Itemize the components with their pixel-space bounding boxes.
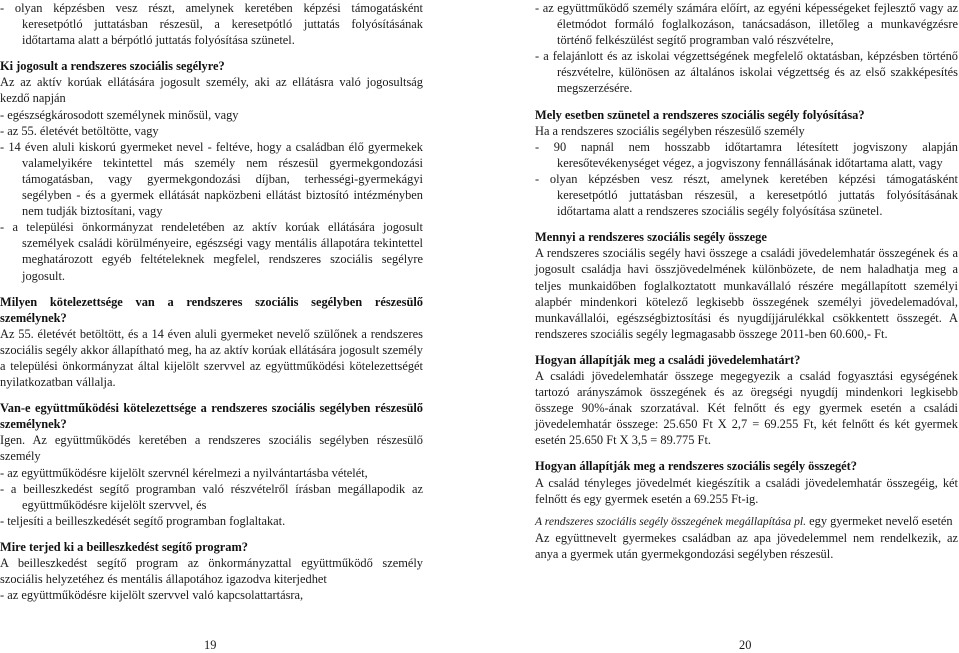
paragraph: A beilleszkedést segítő program az önkormányzattal együttműködő személy szociális helyzetéhez és mentális állapotához igazodva kiterjedhet — [0, 556, 423, 587]
paragraph: Az 55. életévét betöltött, és a 14 éven aluli gyermeket nevelő szülőnek a rendszeres szociális segély akkor állapítható meg, ha az aktív korúak ellátására jogosult személy a települési önkormányzat által kijelölt szervvel az együttműködési kötelezettségét nyilatkozatban vállalja. — [0, 326, 423, 390]
page-number-left: 19 — [204, 638, 217, 652]
paragraph: Az együttnevelt gyermekes családban az apa jövedelemmel nem rendelkezik, az anya a gyermek után gyermekgondozási segélyben részesül. — [535, 530, 958, 561]
list-item: - a felajánlott és az iskolai végzettségének megfelelő oktatásban, képzésben történő részvételre, különösen az általános iskolai végzettség és az első szakképesítés megszerzésére. — [535, 49, 958, 96]
heading-suspension: Mely esetben szünetel a rendszeres szociális segély folyósítása? — [535, 107, 865, 122]
heading-income-limit: Hogyan állapítják meg a családi jövedelemhatárt? — [535, 352, 801, 367]
example-rest-text: egy gyermeket nevelő esetén — [806, 513, 953, 528]
heading-who-is-eligible: Ki jogosult a rendszeres szociális segélyre? — [0, 59, 225, 74]
list-item: - egészségkárosodott személynek minősül, vagy — [0, 107, 239, 122]
example-italic-text: A rendszeres szociális segély összegének megállapítása pl. — [535, 514, 807, 528]
heading-amount: Mennyi a rendszeres szociális segély összege — [535, 230, 767, 245]
paragraph: Az az aktív korúak ellátására jogosult személy, aki az ellátásra való jogosultság kezdő napján — [0, 75, 423, 106]
list-item: - az együttműködésre kijelölt szervvel való kapcsolattartásra, — [0, 588, 304, 603]
list-item: - 90 napnál nem hosszabb időtartamra létesített jogviszony alapján keresőtevékenységet végez, a jogviszony fennállásának időtartama alatt, vagy — [535, 139, 958, 170]
heading-amount-determination: Hogyan állapítják meg a rendszeres szociális segély összegét? — [535, 459, 857, 474]
paragraph: A családi jövedelemhatár összege megegyezik a család fogyasztási egységének tartozó arányszámok összegének és az öregségi nyugdíj mindenkori legkisebb összege 90%-ának szorzatával. Két felnőtt és egy gyermek esetén a családi jövedelemhatár összege: 25.650 Ft X 2,7 = 69.255 Ft, két felnőtt és két gyermek esetén 25.650 Ft X 3,5 = 89.775 Ft. — [535, 368, 958, 448]
list-item: - teljesíti a beilleszkedését segítő programban foglaltakat. — [0, 513, 286, 528]
heading-cooperation-duty: Van-e együttműködési kötelezettsége a rendszeres szociális segélyben részesülő személynek? — [0, 401, 423, 432]
right-page-column — [535, 0, 958, 562]
paragraph: Ha a rendszeres szociális segélyben részesülő személy — [535, 123, 805, 138]
paragraph-example — [535, 513, 958, 530]
paragraph: A rendszeres szociális segély havi összege a családi jövedelemhatár összegének és a jogosult családja havi összjövedelmének különbözete, de nem haladhatja meg a teljes munkaidőben foglalkoztatott munkavállaló részére megállapított személyi alapbér mindenkori kötelező legkisebb összegének személyi jövedelemadóval, munkavállalói, egészségbiztosítási és nyugdíjjárulékkal csökkentett összegét. A rendszeres szociális segély legmagasabb összege 2011-ben 60.600,- Ft. — [535, 246, 958, 341]
paragraph: Igen. Az együttműködés keretében a rendszeres szociális segélyben részesülő személy — [0, 433, 423, 464]
list-item: - a beilleszkedést segítő programban való részvételről írásban megállapodik az együttműködésre kijelölt szervvel, és — [0, 481, 423, 512]
list-item: - olyan képzésben vesz részt, amelynek keretében képzési támogatásként keresetpótló juttatásban részesül, a keresetpótló juttatás folyósításának időtartama alatt a rendszeres szociális segély folyósítása szünetel. — [535, 171, 958, 219]
left-page-column — [0, 0, 423, 603]
list-item: - az együttműködő személy számára előírt, az egyéni képességeket fejlesztő vagy az életmódot formáló foglalkozáson, tanácsadáson, illetőleg a munkavégzésre történő felkészülést segítő programban való részvételre, — [535, 1, 958, 48]
list-item: - a települési önkormányzat rendeletében az aktív korúak ellátására jogosult személyek családi körülményeire, egészségi vagy mentális állapotára tekintettel meghatározott egyéb feltételeknek megfelel, rendszeres szociális segélyre jogosult. — [0, 220, 423, 283]
list-item: - az együttműködésre kijelölt szervnél kérelmezi a nyilvántartásba vételét, — [0, 465, 368, 480]
list-item: - 14 éven aluli kiskorú gyermeket nevel - feltéve, hogy a családban élő gyermekek valamelyikére tekintettel más személy nem részesül gyermekgondozási támogatásban, vagy gyermekgondozási díjban, terhességi-gyermekágyi segélyben - és a gyermek ellátását napközbeni ellátást biztosító intézményben nem tudják biztosítani, vagy — [0, 139, 423, 219]
heading-obligations: Milyen kötelezettsége van a rendszeres szociális segélyben részesülő személynek? — [0, 294, 423, 325]
paragraph: - olyan képzésben vesz részt, amelynek keretében képzési támogatásként keresetpótló juttatásban részesül, a keresetpótló juttatás folyósításának időtartama alatt a bérpótló juttatás folyósítása szünetel. — [0, 1, 423, 48]
paragraph: A család tényleges jövedelmét kiegészítik a családi jövedelemhatár összegéig, két felnőtt és egy gyermek esetén a 69.255 Ft-ig. — [535, 475, 958, 506]
page-number-right: 20 — [739, 638, 752, 652]
heading-integration-program: Mire terjed ki a beilleszkedést segítő program? — [0, 539, 248, 554]
list-item: - az 55. életévét betöltötte, vagy — [0, 123, 159, 138]
